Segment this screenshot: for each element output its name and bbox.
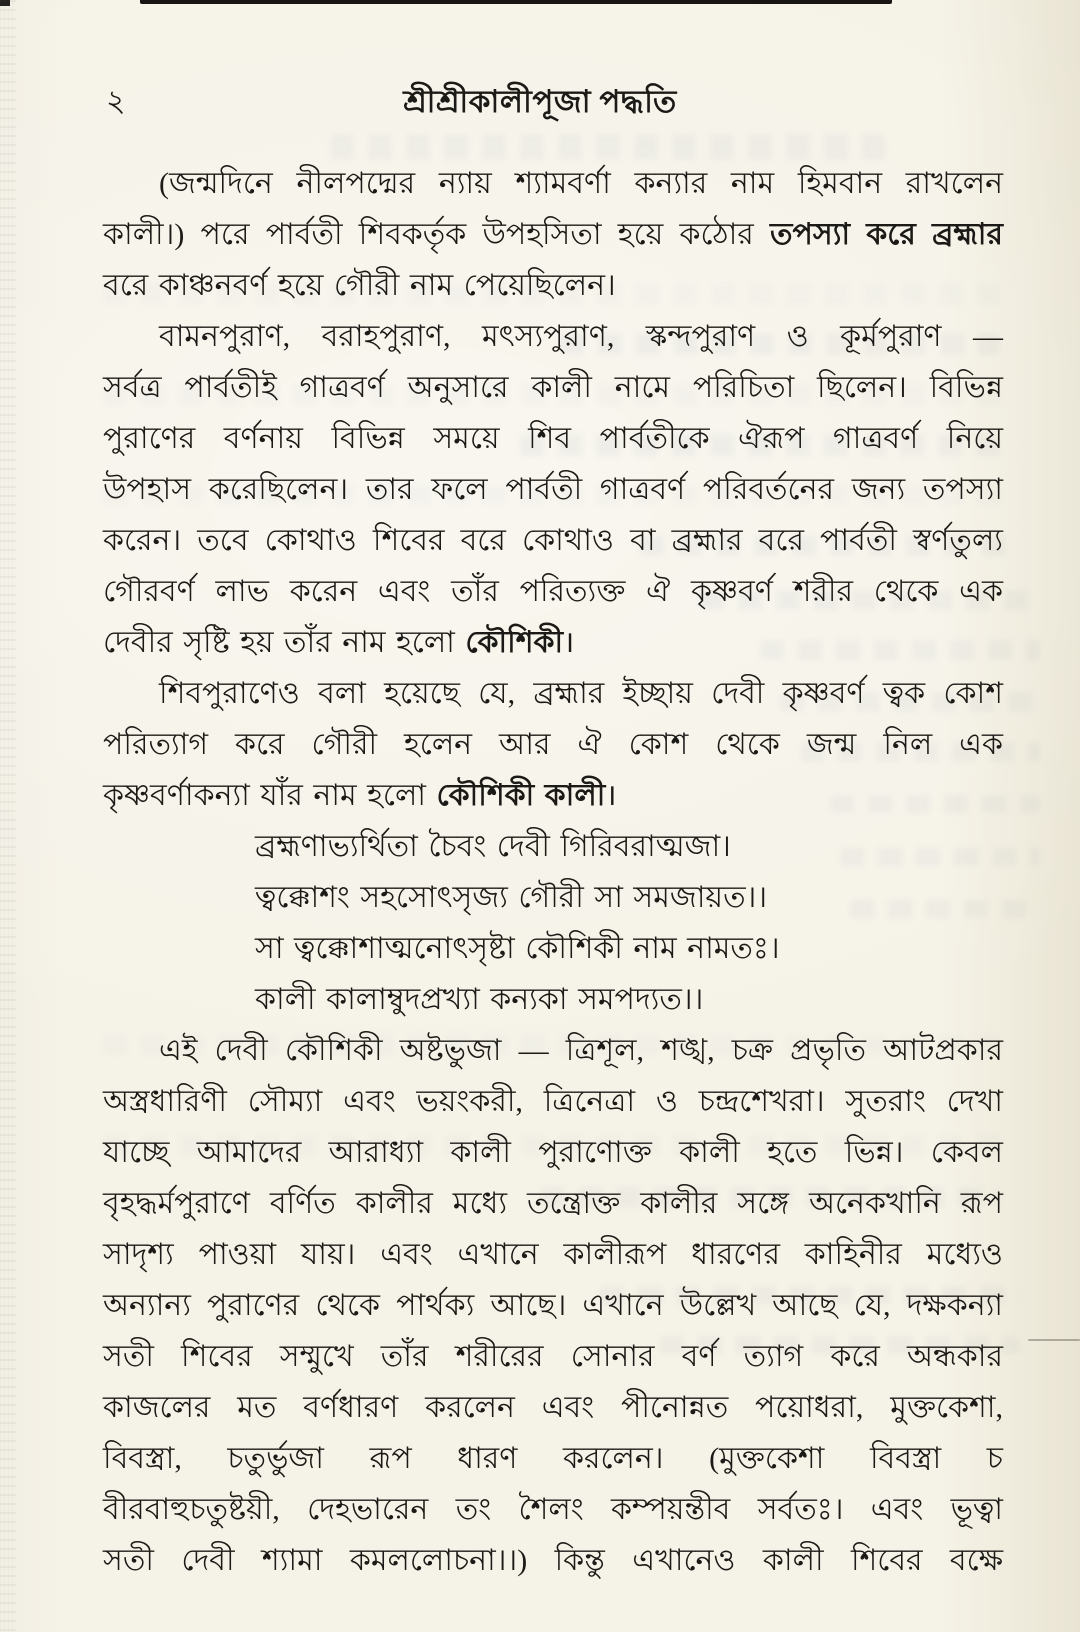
emphasized-text: কৌশিকী: [465, 626, 564, 659]
text-line: [103, 1280, 1003, 1331]
text-line: [103, 1535, 1003, 1586]
text-segment: করেন। তবে কোথাও শিবের বরে কোথাও বা ব্রহ্মার বরে পার্বতী স্বর্ণতুল্য: [103, 524, 1003, 557]
text-line: [255, 872, 1003, 923]
text-line: [103, 1127, 1003, 1178]
text-line: [103, 617, 1003, 668]
text-line: [103, 311, 1003, 362]
text-line: [103, 1382, 1003, 1433]
text-line: [103, 1178, 1003, 1229]
text-segment: কৃষ্ণবর্ণাকন্যা যাঁর নাম হলো: [103, 779, 437, 812]
text-segment: পরিত্যাগ করে গৌরী হলেন আর ঐ কোশ থেকে জন্ম নিল এক: [103, 728, 1003, 761]
text-line: [103, 1484, 1003, 1535]
text-line: [103, 770, 1003, 821]
paragraph: [103, 158, 1003, 311]
scan-scratch: [1028, 1339, 1080, 1341]
text-line: [103, 413, 1003, 464]
text-segment: ।: [605, 779, 617, 812]
text-segment: এই দেবী কৌশিকী অষ্টভুজা — ত্রিশূল, শঙ্খ, চক্র প্রভৃতি আটপ্রকার: [159, 1034, 1003, 1067]
text-segment: বৃহদ্ধর্মপুরাণে বর্ণিত কালীর মধ্যে তন্ত্রোক্ত কালীর সঙ্গে অনেকখানি রূপ: [103, 1187, 1003, 1220]
text-segment: বীরবাহুচতুষ্টয়ী, দেহভারেন তং শৈলং কম্পয়ন্তীব সর্বতঃ। এবং ভূত্বা: [103, 1493, 1003, 1526]
text-line: [103, 158, 1003, 209]
text-line: [255, 974, 1003, 1025]
text-line: [103, 1025, 1003, 1076]
text-segment: উপহাস করেছিলেন। তার ফলে পার্বতী গাত্রবর্ণ পরিবর্তনের জন্য তপস্যা: [103, 473, 1003, 506]
text-segment: ।: [563, 626, 575, 659]
emphasized-text: কৌশিকী কালী: [436, 779, 606, 812]
text-segment: দেবীর সৃষ্টি হয় তাঁর নাম হলো: [103, 626, 466, 659]
text-segment: কালী কালাম্বুদপ্রখ্যা কন্যকা সমপদ্যত।।: [255, 983, 704, 1016]
paragraph: [103, 1025, 1003, 1586]
text-segment: কালী।) পরে পার্বতী শিবকর্তৃক উপহসিতা হয়ে কঠোর: [103, 218, 770, 251]
text-segment: বিবস্ত্রা, চতুর্ভুজা রূপ ধারণ করলেন। (মুক্তকেশা বিবস্ত্রা চ: [103, 1442, 1003, 1475]
scan-left-noise: [0, 0, 16, 1632]
text-segment: অন্যান্য পুরাণের থেকে পার্থক্য আছে। এখানে উল্লেখ আছে যে, দক্ষকন্যা: [103, 1289, 1003, 1322]
text-line: [103, 566, 1003, 617]
text-line: [103, 1433, 1003, 1484]
verse-block: [103, 821, 1003, 1025]
paragraph: [103, 311, 1003, 668]
text-segment: সর্বত্র পার্বতীই গাত্রবর্ণ অনুসারে কালী নামে পরিচিতা ছিলেন। বিভিন্ন: [103, 371, 1003, 404]
text-line: [255, 821, 1003, 872]
text-segment: ত্বক্কোশং সহসোৎসৃজ্য গৌরী সা সমজায়ত।।: [255, 881, 768, 914]
text-segment: সতী শিবের সম্মুখে তাঁর শরীরের সোনার বর্ণ ত্যাগ করে অন্ধকার: [103, 1340, 1003, 1373]
text-segment: সাদৃশ্য পাওয়া যায়। এবং এখানে কালীরূপ ধারণের কাহিনীর মধ্যেও: [103, 1238, 1003, 1271]
text-line: [103, 668, 1003, 719]
text-line: [255, 923, 1003, 974]
text-segment: অস্ত্রধারিণী সৌম্যা এবং ভয়ংকরী, ত্রিনেত্রা ও চন্দ্রশেখরা। সুতরাং দেখা: [103, 1085, 1003, 1118]
text-segment: বরে কাঞ্চনবর্ণ হয়ে গৌরী নাম পেয়েছিলেন।: [103, 269, 616, 302]
text-line: [103, 1076, 1003, 1127]
text-line: [103, 1229, 1003, 1280]
text-segment: সতী দেবী শ্যামা কমললোচনা।।) কিন্তু এখানেও কালী শিবের বক্ষে: [103, 1544, 1003, 1577]
text-segment: ব্রহ্মণাভ্যর্থিতা চৈবং দেবী গিরিবরাত্মজা।: [255, 830, 731, 863]
text-segment: বামনপুরাণ, বরাহপুরাণ, মৎস্যপুরাণ, স্কন্দপুরাণ ও কূর্মপুরাণ —: [159, 320, 1003, 353]
text-segment: (জন্মদিনে নীলপদ্মের ন্যায় শ্যামবর্ণা কন্যার নাম হিমবান রাখলেন: [159, 167, 1003, 200]
scan-edge-strip: [140, 0, 892, 4]
text-segment: যাচ্ছে আমাদের আরাধ্যা কালী পুরাণোক্ত কালী হতে ভিন্ন। কেবল: [103, 1136, 1003, 1169]
emphasized-text: তপস্যা করে ব্রহ্মার: [770, 218, 1003, 251]
text-segment: পুরাণের বর্ণনায় বিভিন্ন সময়ে শিব পার্বতীকে ঐরূপ গাত্রবর্ণ নিয়ে: [103, 422, 1003, 455]
text-segment: শিবপুরাণেও বলা হয়েছে যে, ব্রহ্মার ইচ্ছায় দেবী কৃষ্ণবর্ণ ত্বক কোশ: [159, 677, 1003, 710]
page-number: ২: [106, 85, 126, 118]
text-line: [103, 1331, 1003, 1382]
text-line: [103, 209, 1003, 260]
show-through-ghost: [330, 134, 885, 160]
text-line: [103, 260, 1003, 311]
text-line: [103, 362, 1003, 413]
text-body: [103, 158, 1003, 1586]
text-segment: সা ত্বক্কোশাত্মনোৎসৃষ্টা কৌশিকী নাম নামতঃ।: [255, 932, 780, 965]
text-line: [103, 464, 1003, 515]
text-segment: গৌরবর্ণ লাভ করেন এবং তাঁর পরিত্যক্ত ঐ কৃষ্ণবর্ণ শরীর থেকে এক: [103, 575, 1003, 608]
running-head: শ্রীশ্রীকালীপূজা পদ্ধতি: [403, 84, 677, 119]
text-segment: কাজলের মত বর্ণধারণ করলেন এবং পীনোন্নত পয়োধরা, মুক্তকেশা,: [103, 1391, 1003, 1424]
paragraph: [103, 668, 1003, 821]
text-line: [103, 515, 1003, 566]
text-line: [103, 719, 1003, 770]
